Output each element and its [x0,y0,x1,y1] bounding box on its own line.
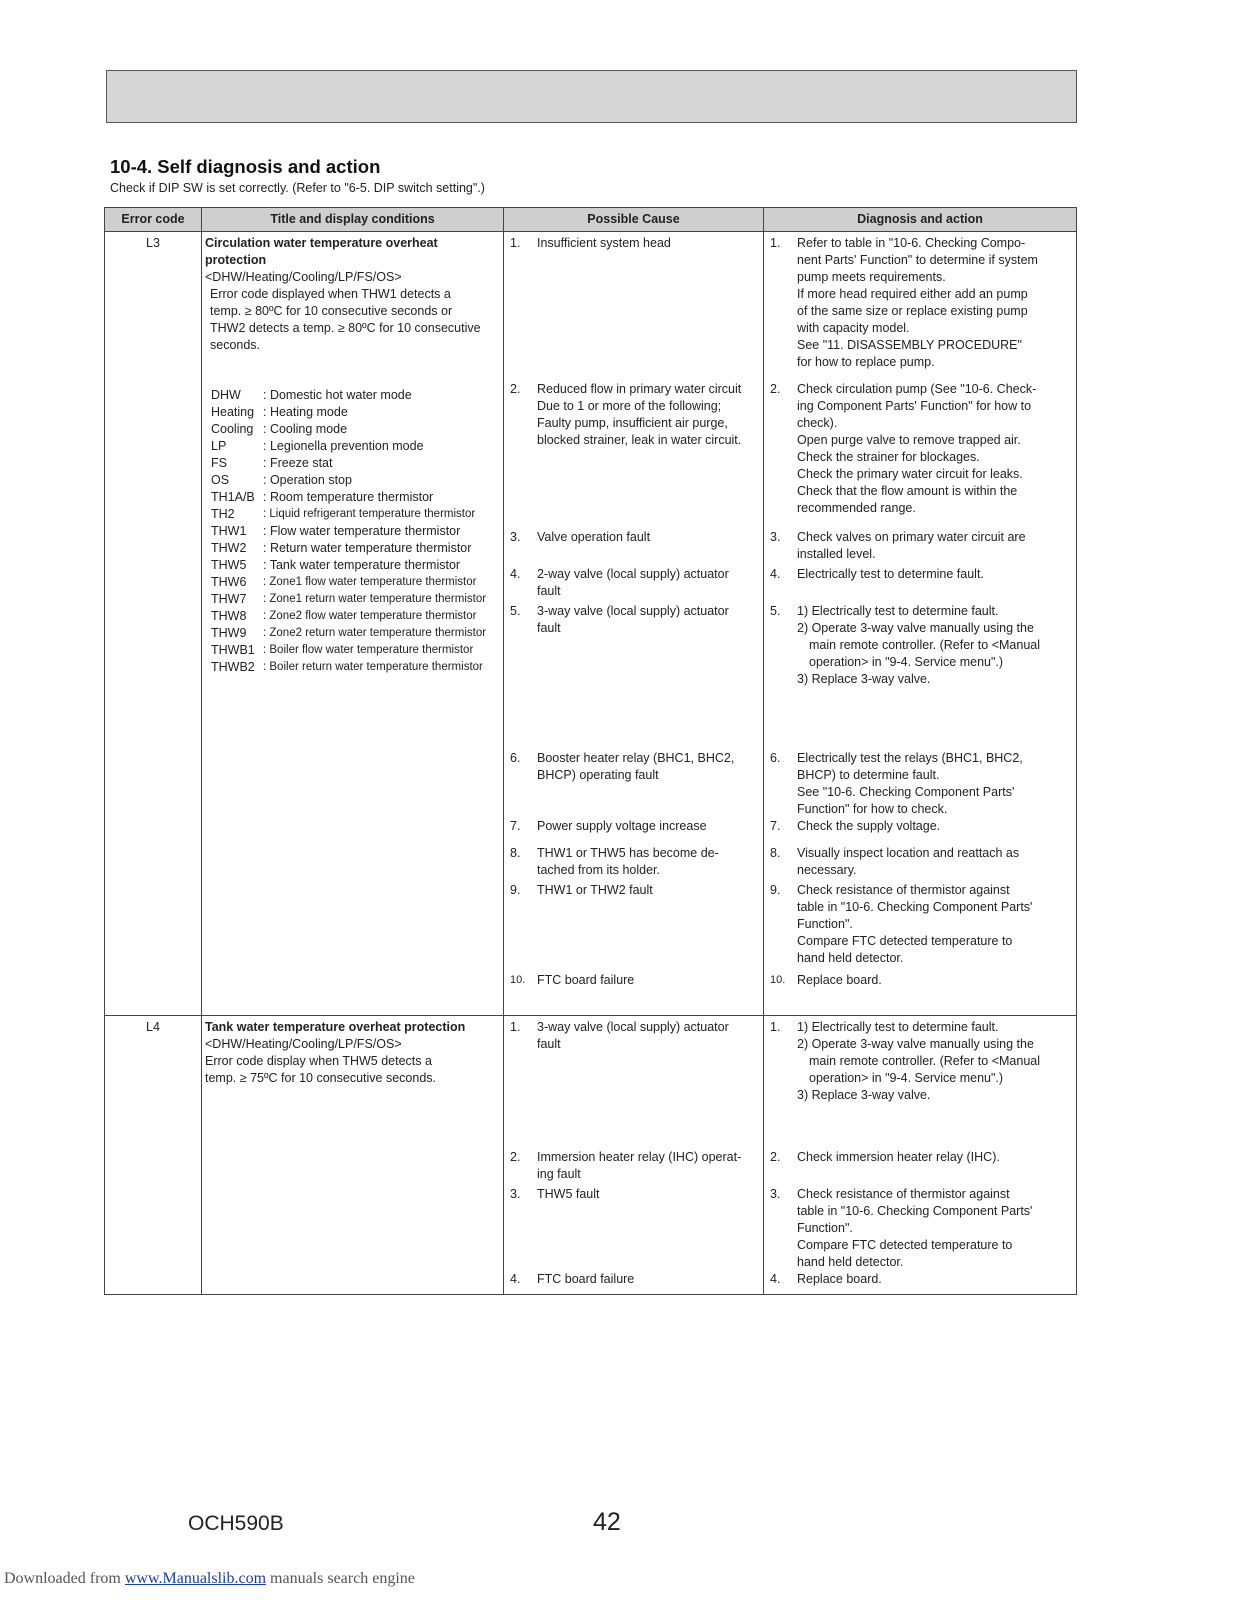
condition-line: Error code displayed when THW1 detects a [210,287,451,301]
column-header-title-conditions: Title and display conditions [202,208,504,232]
legend-row [211,642,499,659]
cause-item [504,566,763,600]
text-line: Compare FTC detected temperature to [797,934,1013,948]
condition-line: THW2 detects a temp. ≥ 80ºC for 10 consecutive [210,321,481,335]
text-line: Compare FTC detected temperature to [797,1238,1013,1252]
item-number: 3. [510,530,521,544]
action-item [764,845,1076,879]
text-line: Function". [797,917,853,931]
text-line: Immersion heater relay (IHC) operat- [537,1150,742,1164]
text-line: 2) Operate 3-way valve manually using the [797,621,1034,635]
text-line: hand held detector. [797,1255,904,1269]
text-line: for how to replace pump. [797,355,935,369]
text-line: Electrically test to determine fault. [797,567,984,581]
text-line: Function" for how to check. [797,802,948,816]
action-text [797,882,1070,967]
legend-desc: : Tank water temperature thermistor [263,558,461,572]
text-line: Check that the flow amount is within the [797,484,1018,498]
text-line: tached from its holder. [537,863,660,877]
text-line: pump meets requirements. [797,270,946,284]
legend-desc: : Operation stop [263,473,352,487]
text-line: operation> in "9-4. Service menu".) [809,1071,1004,1085]
action-item [764,381,1076,517]
legend-desc: : Boiler return water temperature thermistor [263,661,483,673]
action-item [764,972,1076,989]
action-text [797,1149,1070,1166]
cause-item [504,603,763,637]
cause-item [504,750,763,784]
text-line: table in "10-6. Checking Component Parts' [797,1204,1033,1218]
text-line: FTC board failure [537,973,635,987]
item-number: 6. [770,751,781,765]
text-line: 2-way valve (local supply) actuator [537,567,729,581]
manualslib-link[interactable]: www.Manualslib.com [124,1570,267,1587]
condition-line: temp. ≥ 80ºC for 10 consecutive seconds or [210,304,453,318]
legend-row [211,540,499,557]
action-text [797,845,1070,879]
diagnosis-actions-l3 [764,232,1077,1016]
condition-text-l3 [205,286,499,354]
legend-abbr: THW5 [211,558,247,572]
text-line: Check circulation pump (See "10-6. Check- [797,382,1037,396]
footer-page-number: 42 [593,1508,621,1536]
legend-row [211,472,499,489]
download-prefix: Downloaded from [4,1570,121,1587]
text-line: 3-way valve (local supply) actuator [537,1020,729,1034]
item-number: 10. [510,974,526,986]
text-line: THW1 or THW5 has become de- [537,846,719,860]
cause-item [504,845,763,879]
item-number: 6. [510,751,521,765]
cause-text [537,381,757,449]
cause-text [537,529,757,546]
item-number: 4. [770,1272,781,1286]
action-item [764,750,1076,818]
item-number: 2. [770,1150,781,1164]
text-line: 1) Electrically test to determine fault. [797,1020,999,1034]
header-band [106,70,1077,123]
text-line: 3) Replace 3-way valve. [797,672,931,686]
legend-row [211,506,499,523]
item-number: 9. [510,883,521,897]
legend-abbr: THW7 [211,592,247,606]
possible-causes-l3 [504,232,764,1016]
text-line: See "11. DISASSEMBLY PROCEDURE" [797,338,1022,352]
download-suffix: manuals search engine [266,1570,415,1587]
legend-abbr: TH1A/B [211,490,255,504]
text-line: Replace board. [797,1272,882,1286]
item-number: 8. [510,846,521,860]
table-row-l4 [105,1016,1077,1295]
legend-desc: : Domestic hot water mode [263,388,412,402]
legend-desc: : Boiler flow water temperature thermistor [263,644,474,656]
legend-desc: : Freeze stat [263,456,333,470]
action-text [797,235,1070,371]
cause-item [504,235,763,252]
text-line: installed level. [797,547,876,561]
item-number: 4. [510,567,521,581]
action-item [764,603,1076,688]
action-item [764,818,1076,835]
text-line: Faulty pump, insufficient air purge, [537,416,728,430]
diagnosis-actions-l4 [764,1016,1077,1295]
cause-item [504,1019,763,1053]
column-header-possible-cause: Possible Cause [504,208,764,232]
item-number: 5. [510,604,521,618]
text-line: operation> in "9-4. Service menu".) [809,655,1004,669]
legend-row [211,625,499,642]
legend-abbr: OS [211,473,230,487]
text-line: Due to 1 or more of the following; [537,399,722,413]
action-text [797,750,1070,818]
legend-row [211,557,499,574]
item-number: 2. [770,382,781,396]
action-text [797,381,1070,517]
action-list-l4 [764,1016,1076,1294]
text-line: hand held detector. [797,951,904,965]
legend-abbr: TH2 [211,507,235,521]
text-line: Check valves on primary water circuit are [797,530,1026,544]
text-line: Replace board. [797,973,882,987]
error-code-l4: L4 [105,1016,202,1295]
condition-title-l3: Circulation water temperature overheat protection [205,236,438,267]
text-line: Booster heater relay (BHC1, BHC2, [537,751,735,765]
action-text [797,818,1070,835]
text-line: Check immersion heater relay (IHC). [797,1150,1000,1164]
legend-desc: : Zone2 return water temperature thermistor [263,627,487,639]
cause-item [504,529,763,546]
item-number: 10. [770,974,786,986]
text-line: of the same size or replace existing pump [797,304,1028,318]
footer-download-note [4,1570,415,1588]
legend-row [211,608,499,625]
text-line: necessary. [797,863,857,877]
text-line: Check resistance of thermistor against [797,1187,1010,1201]
item-number: 1. [770,236,781,250]
text-line: nent Parts' Function" to determine if system [797,253,1038,267]
action-list-l3 [764,232,1076,1015]
text-line: Check the primary water circuit for leaks. [797,467,1023,481]
item-number: 3. [770,530,781,544]
legend-abbr: THW2 [211,541,247,555]
text-line: Refer to table in "10-6. Checking Compo- [797,236,1026,250]
cause-item [504,1149,763,1183]
legend-row [211,387,499,404]
legend-desc: : Room temperature thermistor [263,490,434,504]
cause-text [537,818,757,835]
action-text [797,529,1070,563]
text-line: Electrically test the relays (BHC1, BHC2, [797,751,1023,765]
table-row-l3 [105,232,1077,1016]
item-number: 9. [770,883,781,897]
cause-text [537,972,757,989]
cause-text [537,603,757,637]
error-code-l3: L3 [105,232,202,1016]
legend-desc: : Cooling mode [263,422,348,436]
text-line: Visually inspect location and reattach as [797,846,1020,860]
legend-abbr: LP [211,439,227,453]
cause-text [537,882,757,899]
cause-text [537,235,757,252]
text-line: 3-way valve (local supply) actuator [537,604,729,618]
text-line: See "10-6. Checking Component Parts' [797,785,1015,799]
action-text [797,1186,1070,1271]
text-line: 1) Electrically test to determine fault. [797,604,999,618]
item-number: 2. [510,382,521,396]
text-line: blocked strainer, leak in water circuit. [537,433,742,447]
legend-row [211,659,499,676]
text-line: fault [537,1037,561,1051]
text-line: Power supply voltage increase [537,819,707,833]
legend-abbr: FS [211,456,227,470]
text-line: fault [537,584,561,598]
text-line: ing Component Parts' Function" for how to [797,399,1032,413]
item-number: 3. [770,1187,781,1201]
legend-abbr: THW6 [211,575,247,589]
item-number: 3. [510,1187,521,1201]
abbreviation-legend [205,387,499,676]
action-item [764,1019,1076,1104]
condition-title-l4: Tank water temperature overheat protection [205,1020,466,1034]
cause-item [504,381,763,449]
possible-causes-l4 [504,1016,764,1295]
text-line: 3) Replace 3-way valve. [797,1088,931,1102]
condition-line: seconds. [210,338,261,352]
action-item [764,1149,1076,1166]
cause-text [537,845,757,879]
text-line: main remote controller. (Refer to <Manual [809,638,1041,652]
text-line: Check resistance of thermistor against [797,883,1010,897]
item-number: 7. [770,819,781,833]
column-header-error-code: Error code [105,208,202,232]
legend-abbr: THW8 [211,609,247,623]
legend-abbr: Heating [211,405,255,419]
legend-abbr: THWB1 [211,643,255,657]
text-line: Reduced flow in primary water circuit [537,382,742,396]
legend-abbr: THW9 [211,626,247,640]
item-number: 1. [510,236,521,250]
legend-desc: : Zone1 flow water temperature thermistor [263,576,477,588]
cause-text [537,750,757,784]
legend-row [211,489,499,506]
text-line: fault [537,621,561,635]
item-number: 7. [510,819,521,833]
legend-abbr: DHW [211,388,241,402]
legend-abbr: THWB2 [211,660,255,674]
diagnosis-table [104,207,1077,1295]
cause-item [504,818,763,835]
text-line: 2) Operate 3-way valve manually using the [797,1037,1034,1051]
action-text [797,603,1070,688]
legend-row [211,574,499,591]
conditions-l4 [202,1016,504,1295]
legend-row [211,438,499,455]
action-item [764,529,1076,563]
cause-text [537,1186,757,1203]
cause-text [537,1149,757,1183]
condition-modes-l4: <DHW/Heating/Cooling/LP/FS/OS> [205,1037,402,1051]
section-subtitle: Check if DIP SW is set correctly. (Refer to "6-5. DIP switch setting".) [110,181,485,195]
cause-text [537,1019,757,1053]
legend-desc: : Heating mode [263,405,348,419]
text-line: BHCP) operating fault [537,768,659,782]
text-line: BHCP) to determine fault. [797,768,940,782]
text-line: Function". [797,1221,853,1235]
item-number: 8. [770,846,781,860]
text-line: Insufficient system head [537,236,671,250]
text-line: THW1 or THW2 fault [537,883,653,897]
condition-line: temp. ≥ 75ºC for 10 consecutive seconds. [205,1071,436,1085]
cause-item [504,882,763,899]
cause-item [504,1271,763,1288]
text-line: with capacity model. [797,321,910,335]
action-text [797,972,1070,989]
action-item [764,566,1076,583]
text-line: Check the strainer for blockages. [797,450,980,464]
item-number: 4. [770,567,781,581]
legend-row [211,421,499,438]
legend-row [211,523,499,540]
column-header-diagnosis-action: Diagnosis and action [764,208,1077,232]
text-line: recommended range. [797,501,916,515]
text-line: ing fault [537,1167,581,1181]
cause-text [537,566,757,600]
legend-desc: : Return water temperature thermistor [263,541,472,555]
action-item [764,882,1076,967]
item-number: 2. [510,1150,521,1164]
legend-abbr: THW1 [211,524,247,538]
condition-line: Error code display when THW5 detects a [205,1054,432,1068]
legend-desc: : Legionella prevention mode [263,439,424,453]
action-text [797,1019,1070,1104]
action-text [797,566,1070,583]
legend-desc: : Zone2 flow water temperature thermistor [263,610,477,622]
text-line: FTC board failure [537,1272,635,1286]
text-line: THW5 fault [537,1187,600,1201]
text-line: Check the supply voltage. [797,819,941,833]
conditions-l3 [202,232,504,1016]
text-line: Valve operation fault [537,530,651,544]
cause-list-l4 [504,1016,763,1294]
text-line: check). [797,416,838,430]
legend-desc: : Flow water temperature thermistor [263,524,461,538]
cause-item [504,1186,763,1203]
legend-abbr: Cooling [211,422,254,436]
cause-text [537,1271,757,1288]
section-title: 10-4. Self diagnosis and action [110,156,381,177]
item-number: 4. [510,1272,521,1286]
cause-item [504,972,763,989]
text-line: If more head required either add an pump [797,287,1028,301]
text-line: table in "10-6. Checking Component Parts' [797,900,1033,914]
footer-model-number: OCH590B [188,1512,284,1535]
item-number: 1. [770,1020,781,1034]
action-item [764,235,1076,371]
action-text [797,1271,1070,1288]
text-line: main remote controller. (Refer to <Manual [809,1054,1041,1068]
item-number: 5. [770,604,781,618]
text-line: Open purge valve to remove trapped air. [797,433,1021,447]
legend-desc: : Liquid refrigerant temperature thermistor [263,508,476,520]
item-number: 1. [510,1020,521,1034]
legend-desc: : Zone1 return water temperature thermistor [263,593,487,605]
legend-row [211,404,499,421]
action-item [764,1271,1076,1288]
cause-list-l3 [504,232,763,1015]
legend-row [211,591,499,608]
legend-row [211,455,499,472]
table-header-row [105,208,1077,232]
condition-modes-l3: <DHW/Heating/Cooling/LP/FS/OS> [205,270,402,284]
action-item [764,1186,1076,1271]
